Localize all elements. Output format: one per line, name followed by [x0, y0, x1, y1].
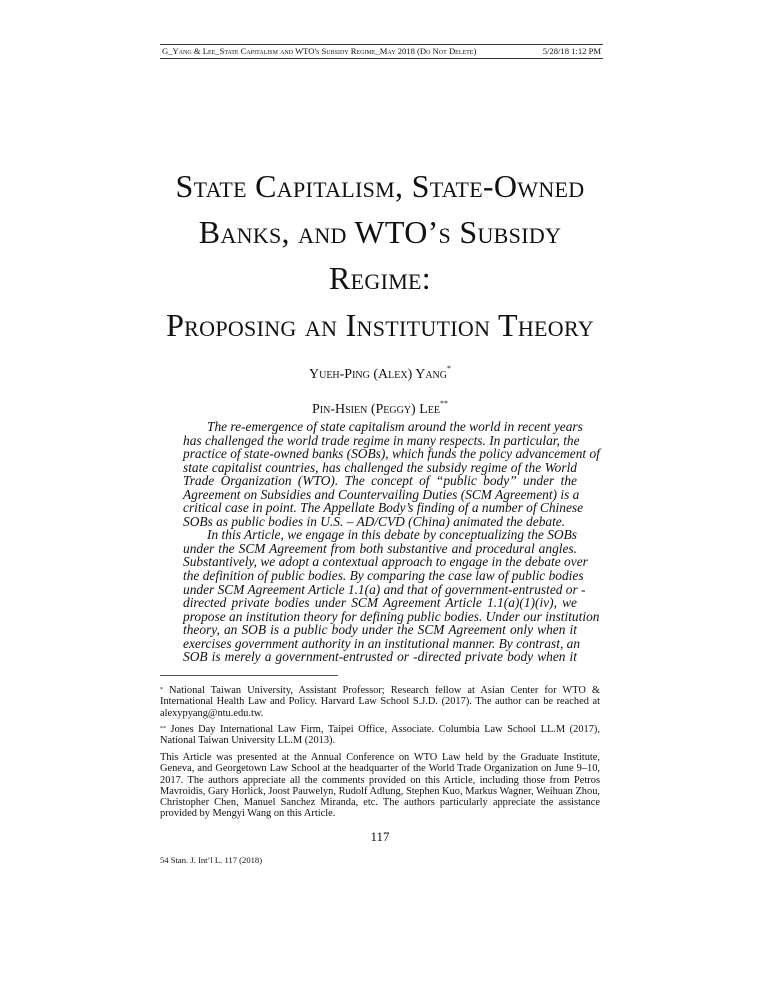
journal-citation: 54 Stan. J. Int’l L. 117 (2018): [160, 855, 263, 865]
author-name: Pin-Hsien (Peggy) Lee: [312, 402, 440, 417]
running-head-timestamp: 5/28/18 1:12 PM: [542, 46, 601, 56]
abstract-line: theory, an SOB is a public body under the SCM Agreement only when it: [183, 622, 577, 638]
abstract-line: Trade Organization (WTO). The concept of “public body” under the: [183, 473, 577, 489]
footnote-1: [160, 685, 600, 719]
abstract-line: practice of state-owned banks (SOBs), which funds the policy advancement of: [183, 446, 600, 462]
abstract-line: In this Article, we engage in this debate by conceptualizing the SOBs: [207, 527, 577, 543]
abstract-line: Agreement on Subsidies and Countervailing Duties (SCM Agreement) is a: [183, 486, 580, 502]
footnote-text: This Article was presented at the Annual Conference on WTO Law held by the Graduate Institute, Geneva, and Georgetown Law School at the headquarter of the World Trade Organization on June 9–10, 2017. The authors appreciate all the comments provided on this Article, including those from Petros Mavroidis, Gary Horlick, Joost Pauwelyn, Rudolf Adlung, Stephen Kuo, Markus Wagner, Weihuan Zhou, Christopher Chen, Manuel Sanchez Miranda, etc. The authors particularly appreciate the assistance provided by Mengyi Wang on this Article.: [160, 752, 600, 820]
title-line-1: State Capitalism, State-Owned: [175, 168, 585, 204]
author-2: [0, 399, 760, 418]
abstract-line: exercises government authority in an institutional manner. By contrast, an: [183, 635, 581, 651]
abstract-line: under SCM Agreement Article 1.1(a) and that of government-entrusted or -: [183, 581, 586, 597]
footnote-2: [160, 724, 600, 747]
page-number: 117: [370, 829, 390, 844]
abstract-line: critical case in point. The Appellate Body’s finding of a number of Chinese: [183, 500, 584, 516]
title-line-3: Regime:: [329, 260, 431, 296]
abstract-line: SOBs as public bodies in U.S. – AD/CVD (China) animated the debate.: [183, 513, 566, 529]
abstract-line: directed private bodies under SCM Agreement Article 1.1(a)(1)(iv), we: [183, 595, 577, 611]
author-name: Yueh-Ping (Alex) Yang: [308, 367, 447, 382]
footnote-mark: **: [160, 726, 166, 732]
abstract-line: SOB is merely a government-entrusted or -directed private body when it: [183, 649, 577, 665]
footnote-divider: [160, 675, 338, 676]
footnote-mark: *: [160, 687, 163, 693]
running-head-title: G_Yang & Lee_State Capitalism and WTO's Subsidy Regime_May 2018 (Do Not Delete): [162, 46, 477, 56]
abstract-line: under the SCM Agreement from both substantive and procedural angles.: [183, 540, 577, 556]
abstract-line: The re-emergence of state capitalism around the world in recent years: [207, 419, 583, 434]
abstract-line: state capitalist countries, has challenged the subsidy regime of the World: [183, 459, 577, 475]
footnote-text: Jones Day International Law Firm, Taipei Office, Associate. Columbia Law School LL.M (2017), National Taiwan University LL.M (2013).: [160, 724, 600, 747]
running-header: [160, 44, 603, 59]
abstract: [183, 419, 600, 665]
subtitle: Proposing an Institution Theory: [166, 307, 594, 343]
author-1: [0, 364, 760, 383]
author-footnote-mark: *: [447, 364, 451, 373]
footnote-3: [160, 752, 600, 820]
footnote-text: National Taiwan University, Assistant Professor; Research fellow at Asian Center for WTO & International Health Law and Policy. Harvard Law School S.J.D. (2017). The author can be reached at alexypyang@ntu.edu.tw.: [160, 685, 600, 719]
author-footnote-mark: **: [439, 399, 448, 408]
abstract-line: Substantively, we adopt a contextual approach to engage in the debate over: [183, 554, 588, 570]
abstract-line: propose an institution theory for defining public bodies. Under our institution: [183, 608, 600, 624]
abstract-line: the definition of public bodies. By comparing the case law of public bodies: [183, 568, 584, 584]
abstract-line: has challenged the world trade regime in many respects. In particular, the: [183, 432, 580, 448]
title-line-2: Banks, and WTO’s Subsidy: [198, 214, 562, 250]
